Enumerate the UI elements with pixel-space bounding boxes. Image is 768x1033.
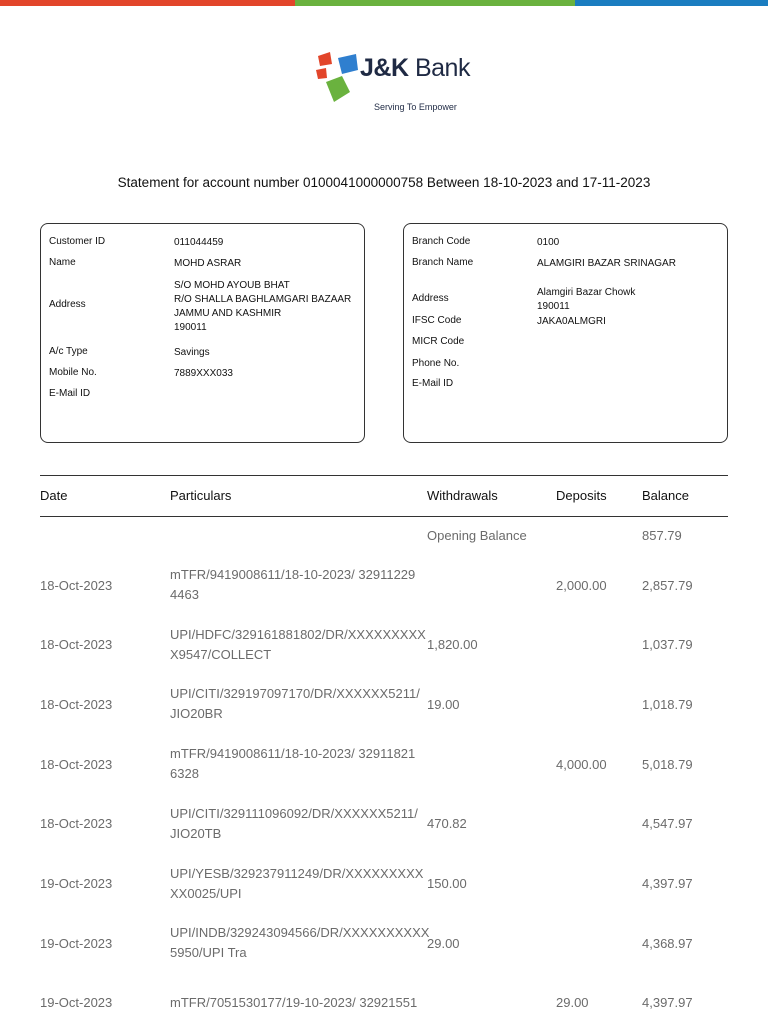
branch-field-label: MICR Code xyxy=(412,336,465,347)
cell-deposits xyxy=(556,734,641,794)
cell-particulars-text: mTFR/9419008611/18-10-2023/ 32911821 6328 xyxy=(170,746,416,782)
branch-field-label: Address xyxy=(412,293,449,304)
cell-date-text: 19-Oct-2023 xyxy=(40,995,113,1011)
cell-withdrawals xyxy=(427,515,552,555)
cell-date xyxy=(40,913,165,973)
customer-field-label: Mobile No. xyxy=(49,367,97,378)
cell-deposits-text: 2,000.00 xyxy=(556,577,607,593)
cell-withdrawals xyxy=(427,854,552,914)
branch-field-value: JAKA0ALMGRI xyxy=(537,316,606,327)
cell-date-text: 18-Oct-2023 xyxy=(40,696,113,712)
cell-date-text: 19-Oct-2023 xyxy=(40,935,113,951)
customer-field-value: MOHD ASRAR xyxy=(174,258,242,269)
cell-balance xyxy=(642,794,728,854)
cell-withdrawals xyxy=(427,615,552,675)
cell-balance-text: 4,547.97 xyxy=(642,816,693,832)
header-date: Date xyxy=(40,488,68,503)
cell-particulars-text: UPI/CITI/329111096092/DR/XXXXXX5211/ JIO20TB xyxy=(170,805,418,841)
branch-field-label: Branch Name xyxy=(412,257,474,268)
cell-deposits-text: 29.00 xyxy=(556,995,589,1011)
cell-date xyxy=(40,674,165,734)
cell-withdrawals xyxy=(427,555,552,615)
table-header xyxy=(40,475,728,517)
branch-field-label: IFSC Code xyxy=(412,315,462,326)
cell-particulars xyxy=(170,794,425,854)
cell-date-text: 18-Oct-2023 xyxy=(40,577,113,593)
cell-particulars-text: UPI/YESB/329237911249/DR/XXXXXXXXX XX0025/UPI xyxy=(170,865,424,901)
cell-balance xyxy=(642,555,728,615)
cell-date-text: 18-Oct-2023 xyxy=(40,816,113,832)
cell-particulars xyxy=(170,674,425,734)
cell-deposits xyxy=(556,615,641,675)
cell-balance xyxy=(642,674,728,734)
cell-balance-text: 2,857.79 xyxy=(642,577,693,593)
statement-title: Statement for account number 0100041000000758 Between 18-10-2023 and 17-11-2023 xyxy=(117,175,651,190)
cell-particulars xyxy=(170,615,425,675)
branch-field-value: 0100 xyxy=(537,237,560,248)
bank-brand-name: J&K Bank xyxy=(360,54,470,82)
cell-withdrawals-text: 470.82 xyxy=(427,816,467,832)
customer-field-value: S/O MOHD AYOUB BHAT R/O SHALLA BAGHLAMGARI BAZAAR JAMMU AND KASHMIR 190011 xyxy=(174,280,352,333)
customer-field-value: 011044459 xyxy=(174,237,224,248)
branch-field-label: E-Mail ID xyxy=(412,378,454,389)
cell-particulars-text: UPI/INDB/329243094566/DR/XXXXXXXXXX 5950/UPI Tra xyxy=(170,925,430,961)
branch-field-value: ALAMGIRI BAZAR SRINAGAR xyxy=(537,258,676,269)
top-bar-blue-segment xyxy=(575,0,768,6)
cell-balance-text: 4,368.97 xyxy=(642,935,693,951)
cell-balance-text: 4,397.97 xyxy=(642,876,693,891)
cell-withdrawals-text: 150.00 xyxy=(427,876,467,891)
branch-field-label: Branch Code xyxy=(412,236,471,247)
top-bar-red-segment xyxy=(0,0,295,6)
table-row xyxy=(40,734,728,794)
cell-balance xyxy=(642,734,728,794)
cell-date-text: 18-Oct-2023 xyxy=(40,756,113,772)
table-row xyxy=(40,615,728,675)
customer-field-label: Customer ID xyxy=(49,236,106,247)
cell-date xyxy=(40,794,165,854)
header-particulars: Particulars xyxy=(170,488,232,503)
cell-particulars xyxy=(170,515,425,555)
header-deposits: Deposits xyxy=(556,488,607,503)
cell-withdrawals xyxy=(427,794,552,854)
branch-field-value: Alamgiri Bazar Chowk 190011 xyxy=(537,287,636,312)
cell-withdrawals-text: 1,820.00 xyxy=(427,637,478,653)
cell-deposits xyxy=(556,794,641,854)
table-row xyxy=(40,555,728,615)
cell-particulars xyxy=(170,734,425,794)
cell-particulars-text: mTFR/7051530177/19-10-2023/ 32921551 xyxy=(170,994,418,1010)
customer-field-label: A/c Type xyxy=(49,346,88,357)
bank-logo-mark-icon xyxy=(316,52,360,108)
cell-date xyxy=(40,515,165,555)
cell-balance xyxy=(642,515,728,555)
cell-date xyxy=(40,555,165,615)
table-row xyxy=(40,913,728,973)
customer-field-label: Address xyxy=(49,299,86,310)
cell-deposits xyxy=(556,674,641,734)
cell-particulars-text: mTFR/9419008611/18-10-2023/ 32911229 4463 xyxy=(170,567,416,602)
header-withdrawals: Withdrawals xyxy=(427,488,498,503)
branch-info-box xyxy=(403,223,728,443)
cell-particulars xyxy=(170,854,425,914)
cell-date-text: 18-Oct-2023 xyxy=(40,637,113,653)
bank-logo xyxy=(316,52,470,114)
table-row xyxy=(40,854,728,914)
cell-balance xyxy=(642,615,728,675)
cell-date-text: 19-Oct-2023 xyxy=(40,876,113,891)
cell-balance-text: 1,018.79 xyxy=(642,696,693,712)
cell-deposits-text: 4,000.00 xyxy=(556,756,607,772)
cell-deposits xyxy=(556,555,641,615)
top-color-bar xyxy=(0,0,768,6)
cell-balance xyxy=(642,854,728,914)
customer-field-value: 7889XXX033 xyxy=(174,368,233,379)
customer-field-label: E-Mail ID xyxy=(49,388,91,399)
cell-withdrawals-text: Opening Balance xyxy=(427,527,527,543)
branch-field-label: Phone No. xyxy=(412,358,460,369)
cell-particulars xyxy=(170,555,425,615)
cell-deposits xyxy=(556,854,641,914)
cell-withdrawals-text: 29.00 xyxy=(427,935,460,951)
table-row xyxy=(40,674,728,734)
table-row xyxy=(40,794,728,854)
cell-balance-text: 5,018.79 xyxy=(642,756,693,772)
cell-particulars-text: UPI/CITI/329197097170/DR/XXXXXX5211/ JIO20BR xyxy=(170,686,420,722)
cell-date xyxy=(40,854,165,914)
cell-date xyxy=(40,615,165,675)
cell-balance-text: 4,397.97 xyxy=(642,995,693,1011)
cell-withdrawals-text: 19.00 xyxy=(427,696,460,712)
cell-deposits xyxy=(556,515,641,555)
customer-info-box xyxy=(40,223,365,443)
cell-particulars-text: UPI/HDFC/329161881802/DR/XXXXXXXXX X9547/COLLECT xyxy=(170,626,426,662)
cell-balance-text: 857.79 xyxy=(642,527,682,543)
cell-withdrawals xyxy=(427,734,552,794)
header-balance: Balance xyxy=(642,488,689,503)
table-row xyxy=(40,515,728,555)
cell-balance xyxy=(642,913,728,973)
cell-date xyxy=(40,734,165,794)
cell-withdrawals xyxy=(427,913,552,973)
customer-field-value: Savings xyxy=(174,347,210,358)
cell-particulars xyxy=(170,913,430,973)
cell-balance-text: 1,037.79 xyxy=(642,637,693,653)
cell-deposits xyxy=(556,913,641,973)
customer-field-label: Name xyxy=(49,257,76,268)
bank-tagline: Serving To Empower xyxy=(374,102,457,112)
top-bar-green-segment xyxy=(295,0,575,6)
cell-withdrawals xyxy=(427,674,552,734)
